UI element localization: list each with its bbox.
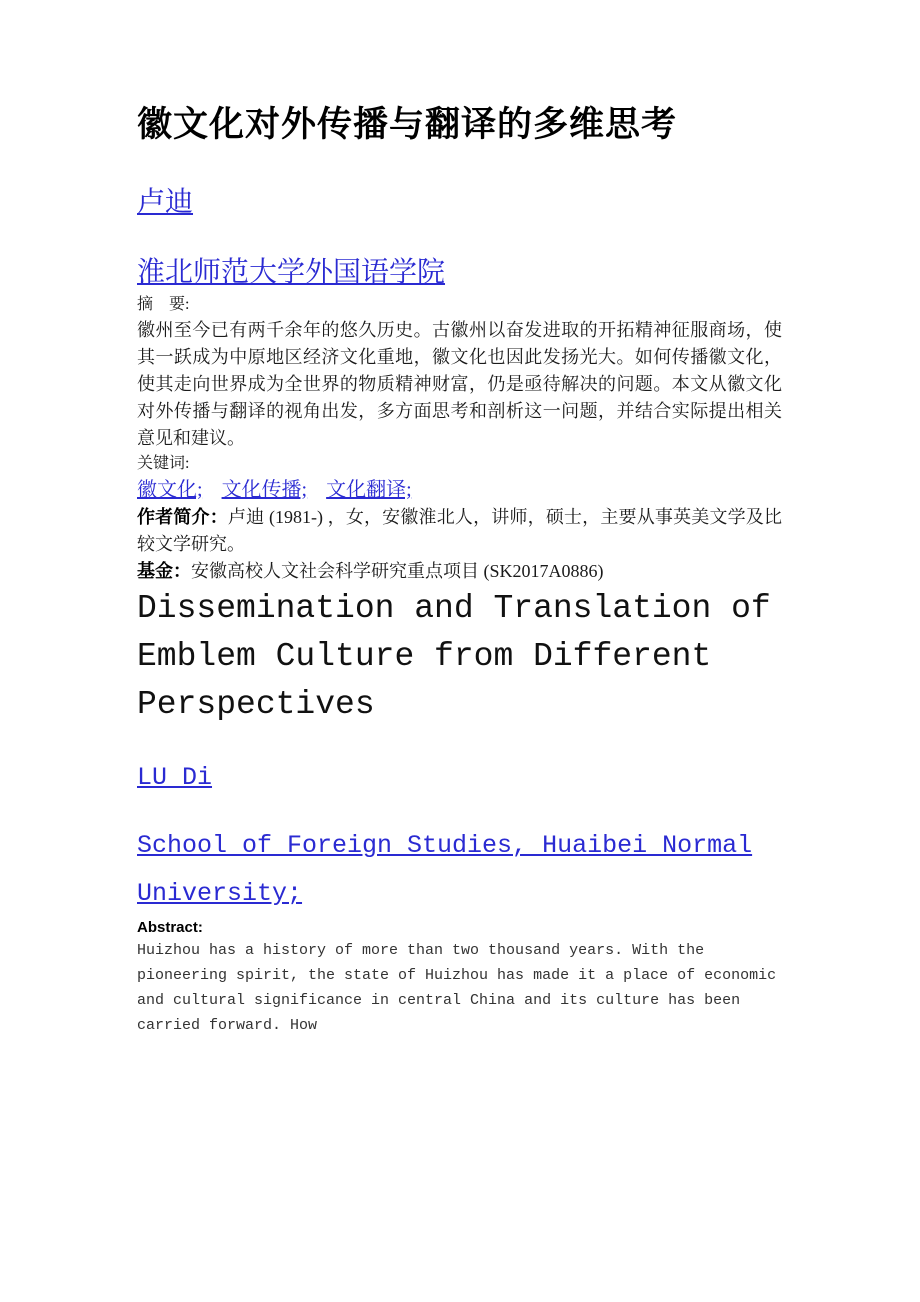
keyword-link-wenhuachuanbo[interactable]: 文化传播; (221, 479, 308, 501)
fund-text: 安徽高校人文社会科学研究重点项目 (SK2017A0886) (191, 561, 604, 581)
keyword-link-wenhuafanyi[interactable]: 文化翻译; (326, 479, 412, 501)
author-bio-label: 作者简介： (137, 507, 228, 527)
fund (137, 558, 782, 585)
abstract-label-cn: 摘 要: (137, 296, 190, 313)
author-row-cn (137, 183, 782, 223)
keyword-link-huiwenhua[interactable]: 徽文化; (137, 479, 203, 501)
abstract-label-en: Abstract: (137, 919, 203, 936)
author-link-cn[interactable]: 卢迪 (137, 187, 194, 218)
author-bio (137, 504, 782, 558)
author-bio-text: 卢迪 (1981-) ，女，安徽淮北人，讲师，硕士，主要从事英美文学及比较文学研究。 (137, 507, 783, 554)
affiliation-link-cn[interactable]: 淮北师范大学外国语学院 (137, 257, 446, 288)
affiliation-link-en[interactable]: School of Foreign Studies, Huaibei Normal University; (137, 831, 753, 908)
author-link-en[interactable]: LU Di (137, 763, 213, 792)
abstract-text-en: Huizhou has a history of more than two thousand years. With the pioneering spirit, the state of Huizhou has made it a place of economic and cultural significance in central China and its culture has been carried forward. How (137, 942, 777, 1034)
keywords-row (137, 476, 782, 504)
article-title-cn: 徽文化对外传播与翻译的多维思考 (137, 105, 678, 144)
keywords-label-cn: 关键词: (137, 455, 190, 472)
author-row-en (137, 758, 782, 798)
affiliation-row-en (137, 822, 782, 918)
affiliation-row-cn (137, 253, 782, 293)
article-title-en: Dissemination and Translation of Emblem Culture from Different Perspectives (137, 590, 771, 723)
abstract-text-cn: 徽州至今已有两千余年的悠久历史。古徽州以奋发进取的开拓精神征服商场，使其一跃成为中原地区经济文化重地，徽文化也因此发扬光大。如何传播徽文化，使其走向世界成为全世界的物质精神财富，仍是亟待解决的问题。本文从徽文化对外传播与翻译的视角出发，多方面思考和剖析这一问题，并结合实际提出相关意见和建议。 (137, 320, 782, 448)
fund-label: 基金： (137, 561, 191, 581)
